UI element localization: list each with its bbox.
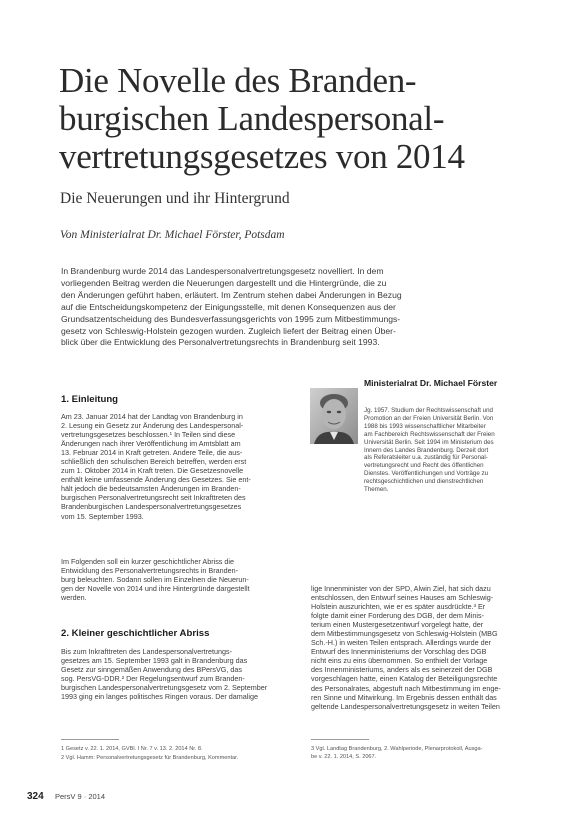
text-line: enthält keine umfassende Änderung des Gesetzes. Sie ent- [61, 475, 251, 485]
text-line: Änderungen nach ihrer Veröffentlichung im Amtsblatt am [61, 439, 241, 449]
author-line: Von Ministerialrat Dr. Michael Förster, Potsdam [60, 229, 285, 241]
bio-name: Ministerialrat Dr. Michael Förster [364, 378, 498, 388]
bio-line: Themen. [364, 486, 389, 494]
text-line: burgischen Landespersonalvertretungsgesetz vom 2. September [61, 683, 268, 693]
abstract-line: gesetz von Schleswig-Holstein gezogen wurden. Zugleich liefert der Beitrag einen Über- [61, 325, 396, 336]
bio-line: rechtsgeschichtlichen und dienstrechtlichen [364, 478, 484, 486]
abstract-line: den Änderungen geführt haben, erläutert. Im Zentrum stehen dabei Änderungen in Bezug [61, 289, 402, 300]
text-line: gen der Novelle von 2014 und ihre Hintergründe dargestellt [61, 584, 250, 594]
text-line: Brandenburgischen Landespersonalvertretungsgesetzes [61, 502, 242, 512]
article-title [59, 62, 559, 176]
right-column-text [311, 584, 527, 711]
text-line: dem Mitbestimmungsgesetz von Schleswig-Holstein (MBG [311, 629, 498, 639]
journal-issue: PersV 9 · 2014 [55, 792, 106, 801]
section1-paragraph-1 [61, 412, 294, 521]
bio-line: Universität Berlin. Seit 1994 im Ministerium des [364, 438, 494, 446]
text-line: hält jedoch die bedeutsamsten Änderungen im Branden- [61, 484, 241, 494]
text-line: burg beleuchten. Sodann sollen im Einzelnen die Neuerun- [61, 575, 249, 585]
author-photo [310, 388, 358, 444]
section2-paragraph-1 [61, 647, 294, 701]
footnote-1: 1 Gesetz v. 22. 1. 2014, GVBl. I Nr. 7 v. 13. 2. 2014 Nr. 8. [61, 746, 203, 752]
text-line: werden. [61, 593, 87, 603]
title-line: burgischen Landespersonal- [59, 99, 445, 138]
bio-line: am Fachbereich Rechtswissenschaft der Freien [364, 430, 495, 438]
page-number: 324 [27, 791, 44, 802]
text-line: Gesetz zur sinngemäßen Anwendung des BPersVG, das [61, 665, 242, 675]
text-line: schließlich den schulischen Bereich betreffen, werden erst [61, 457, 247, 467]
text-line: vorgeschlagen hatte, einen Katalog der Beteiligungsrechte [311, 674, 498, 684]
text-line: lige Innenminister von der SPD, Alwin Ziel, hat sich dazu [311, 584, 491, 593]
text-line: burgischen Personalvertretungsrecht seit Inkrafttreten des [61, 493, 246, 503]
text-line: terium einen Mustergesetzentwurf vorgelegt hatte, der [311, 620, 484, 630]
text-line: Sch.-H.) in weiten Teilen entsprach. Allerdings wurde der [311, 638, 492, 648]
section-heading-abriss: 2. Kleiner geschichtlicher Abriss [61, 628, 210, 639]
title-line: vertretungsgesetzes von 2014 [59, 137, 465, 176]
text-line: gesetzes am 15. September 1993 galt in Brandenburg das [61, 656, 248, 666]
footnote-divider [61, 739, 119, 740]
bio-line: vertretungsrecht und Recht des öffentlichen [364, 462, 484, 470]
abstract [61, 266, 529, 349]
bio-line: Jg. 1957. Studium der Rechtswissenschaft und [364, 407, 493, 414]
text-line: Am 23. Januar 2014 hat der Landtag von Brandenburg in [61, 412, 243, 421]
section1-paragraph-2 [61, 557, 294, 602]
abstract-line: In Brandenburg wurde 2014 das Landespersonalvertretungsgesetz novelliert. In dem [61, 266, 384, 276]
text-line: Entwurf des Innenministeriums der Vorschlag des DGB [311, 647, 487, 657]
text-line: des Innenministeriums, anders als es seinerzeit der DGB [311, 665, 493, 675]
text-line: vertretungsgesetzes beschlossen.¹ In Teilen sind diese [61, 430, 236, 440]
footnote-3-cont: be v. 22. 1. 2014, S. 2067. [311, 754, 377, 760]
text-line: vom 15. September 1993. [61, 511, 144, 521]
footnote-3: 3 Vgl. Landtag Brandenburg, 2. Wahlperiode, Plenarprotokoll, Ausga- [311, 746, 483, 752]
text-line: geltende Landespersonalvertretungsgesetz in weiten Teilen [311, 701, 500, 711]
text-line: 13. Februar 2014 in Kraft getreten. Andere Teile, die aus- [61, 448, 243, 458]
text-line: 1993 ging ein langes politisches Ringen voraus. Der damalige [61, 692, 258, 702]
text-line: des Personalrates, abgestuft nach Mitbestimmung im enge- [311, 683, 501, 693]
text-line: nicht eins zu eins übernommen. So enthielt der Vorlage [311, 656, 488, 666]
text-line: 2. Lesung ein Gesetz zur Änderung des Landespersonal- [61, 421, 244, 431]
text-line: Bis zum Inkrafttreten des Landespersonalvertretungs- [61, 647, 232, 656]
section-heading-einleitung: 1. Einleitung [61, 394, 119, 405]
abstract-line: blick über die Entwicklung des Personalvertretungsrechts in Brandenburg seit 1993. [61, 337, 380, 348]
text-line: Holstein auszurichten, wie er es später ausdrückte.³ Er [311, 602, 486, 612]
footnote-2: 2 Vgl. Hamm: Personalvertretungsgesetz für Brandenburg, Kommentar. [61, 755, 239, 761]
bio-line: Innern des Landes Brandenburg. Derzeit dort [364, 446, 489, 454]
bio-line: 1988 bis 1993 wissenschaftlicher Mitarbeiter [364, 422, 486, 430]
text-line: Im Folgenden soll ein kurzer geschichtlicher Abriss die [61, 557, 234, 566]
text-line: entschlossen, den Entwurf seines Hauses am Schleswig- [311, 593, 494, 603]
text-line: folgte damit einer Forderung des DGB, der dem Minis- [311, 611, 484, 621]
abstract-line: Grundsatzentscheidung des Bundesverfassungsgerichts von 1995 zum Mitbestimmungs- [61, 313, 401, 324]
footnote-divider [311, 739, 369, 740]
article-subtitle: Die Neuerungen und ihr Hintergrund [60, 190, 290, 207]
bio-line: Dienstes. Veröffentlichungen und Vorträge zu [364, 470, 489, 478]
text-line: Entwicklung des Personalvertretungsrechts in Branden- [61, 566, 238, 576]
author-bio [364, 407, 526, 494]
bio-line: Promotion an der Freien Universität Berlin. Von [364, 414, 494, 422]
abstract-line: auf die Entscheidungskompetenz der Einigungsstelle, mit denen Konsequenzen aus der [61, 301, 396, 312]
text-line: ren Sinne und Mitwirkung. Im Ergebnis dessen enthält das [311, 692, 497, 702]
text-line: sog. PersVG-DDR.² Der Regelungsentwurf zum Branden- [61, 674, 245, 684]
abstract-line: vorliegenden Beitrag werden die Neuerungen dargestellt und die Hintergründe, die zu [61, 277, 387, 288]
bio-line: als Referatsleiter u.a. zuständig für Personal- [364, 454, 488, 462]
title-line: Die Novelle des Branden- [59, 61, 417, 100]
text-line: zum 1. Oktober 2014 in Kraft treten. Die Gesetzesnovelle [61, 466, 244, 476]
